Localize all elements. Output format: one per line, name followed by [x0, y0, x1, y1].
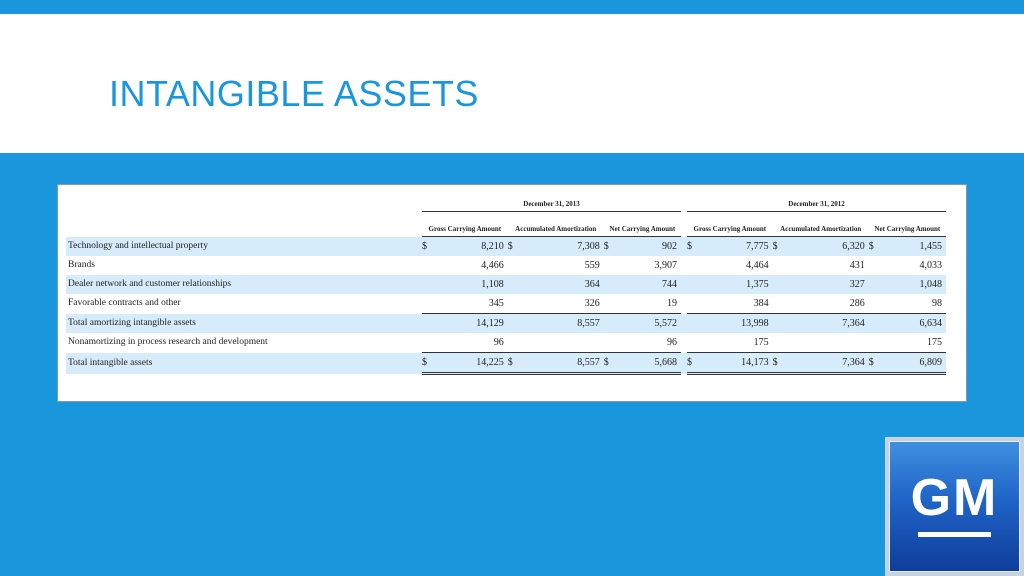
- cell-value: 286: [849, 298, 865, 309]
- gm-logo-text: GM: [910, 469, 999, 527]
- table-card: [57, 184, 967, 402]
- cell-value: 175: [753, 337, 769, 348]
- row-label: Technology and intellectual property: [66, 237, 422, 257]
- cell-value: 7,308: [522, 237, 604, 257]
- cell-value: 14,225: [436, 353, 508, 374]
- cell-value: 96: [493, 337, 504, 348]
- cell-value: 98: [932, 298, 942, 309]
- cell-value: 4,033: [919, 260, 942, 271]
- cell-value: 175: [927, 337, 942, 348]
- cell-value: 4,464: [746, 260, 769, 271]
- cell-value: 8,210: [436, 237, 508, 257]
- row-label: Favorable contracts and other: [68, 298, 181, 309]
- currency-symbol: $: [604, 353, 618, 374]
- cell-value: 14,129: [436, 314, 508, 334]
- cell-value: 6,634: [883, 314, 946, 334]
- currency-symbol: $: [773, 353, 787, 374]
- cell-value: 431: [849, 260, 865, 271]
- currency-symbol: $: [508, 353, 522, 374]
- cell-value: 902: [618, 237, 681, 257]
- cell-value: [787, 333, 869, 353]
- title-area: [0, 14, 1024, 153]
- currency-symbol: $: [687, 353, 701, 374]
- table-row: [66, 333, 946, 353]
- currency-symbol: $: [869, 237, 883, 257]
- cell-value: [522, 333, 604, 353]
- cell-value: 1,048: [883, 275, 946, 294]
- currency-symbol: $: [687, 237, 701, 257]
- col-net-2012: Net Carrying Amount: [869, 212, 946, 237]
- row-label: Total intangible assets: [66, 353, 422, 374]
- cell-value: 327: [787, 275, 869, 294]
- cell-value: 5,668: [618, 353, 681, 374]
- cell-value: 559: [584, 260, 600, 271]
- cell-value: 6,320: [787, 237, 869, 257]
- currency-symbol: $: [508, 237, 522, 257]
- col-accum-2012: Accumulated Amortization: [773, 212, 869, 237]
- cell-value: 8,557: [522, 353, 604, 374]
- gm-logo: [885, 437, 1024, 576]
- currency-symbol: $: [422, 353, 436, 374]
- table-row-total: [66, 353, 946, 374]
- period-2012: December 31, 2012: [687, 197, 946, 212]
- slide-title: INTANGIBLE ASSETS: [109, 73, 479, 114]
- gm-logo-badge: [889, 441, 1020, 572]
- period-header-row: [66, 197, 946, 212]
- cell-value: 326: [584, 298, 600, 309]
- cell-value: 7,775: [701, 237, 773, 257]
- cell-value: 1,455: [883, 237, 946, 257]
- cell-value: 384: [753, 298, 769, 309]
- cell-value: 96: [666, 337, 677, 348]
- top-band: [0, 0, 1024, 14]
- cell-value: 1,108: [436, 275, 508, 294]
- row-label: Brands: [68, 260, 95, 270]
- cell-value: 7,364: [787, 353, 869, 374]
- cell-value: 8,557: [522, 314, 604, 334]
- table-row: [66, 294, 946, 314]
- column-header-row: [66, 212, 946, 237]
- cell-value: 744: [618, 275, 681, 294]
- cell-value: 19: [666, 298, 677, 309]
- table-row: [66, 256, 946, 275]
- period-2013: December 31, 2013: [422, 197, 681, 212]
- table-row: [66, 314, 946, 334]
- cell-value: 1,375: [701, 275, 773, 294]
- row-label: Total amortizing intangible assets: [66, 314, 422, 334]
- cell-value: 14,173: [701, 353, 773, 374]
- row-label: Dealer network and customer relationships: [66, 275, 422, 294]
- cell-value: 5,572: [618, 314, 681, 334]
- currency-symbol: $: [773, 237, 787, 257]
- col-gross-2012: Gross Carrying Amount: [687, 212, 773, 237]
- cell-value: 7,364: [787, 314, 869, 334]
- cell-value: 4,466: [481, 260, 504, 271]
- cell-value: 6,809: [883, 353, 946, 374]
- intangible-assets-table: [66, 197, 946, 375]
- cell-value: 364: [522, 275, 604, 294]
- row-label: Nonamortizing in process research and development: [68, 337, 268, 348]
- cell-value: 13,998: [701, 314, 773, 334]
- table-row: [66, 237, 946, 257]
- currency-symbol: $: [869, 353, 883, 374]
- col-net-2013: Net Carrying Amount: [604, 212, 681, 237]
- table-row: [66, 275, 946, 294]
- currency-symbol: $: [604, 237, 618, 257]
- col-gross-2013: Gross Carrying Amount: [422, 212, 508, 237]
- cell-value: 3,907: [654, 260, 677, 271]
- gm-logo-underline: [918, 532, 991, 537]
- currency-symbol: $: [422, 237, 436, 257]
- cell-value: 345: [488, 298, 504, 309]
- col-accum-2013: Accumulated Amortization: [508, 212, 604, 237]
